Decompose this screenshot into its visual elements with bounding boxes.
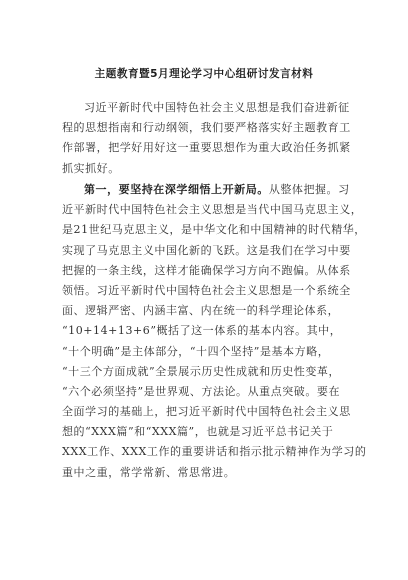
section-1-line-13: 想的“XXX篇”和“XXX篇”，也就是习近平总书记关于 — [62, 425, 334, 439]
section-1-line-14: XXX工作、XXX工作的重要讲话和指示批示精神作为学习的 — [62, 445, 367, 459]
section-1-line-5: 把握的一条主线，这样才能确保学习方向不跑偏。从体系 — [62, 263, 351, 277]
document-title: 主题教育暨5月理论学习中心组研讨发言材料 — [94, 68, 314, 80]
section-1-line-3: 是21世纪马克思主义，是中华文化和中国精神的时代精华， — [62, 223, 366, 237]
section-1-line-9: “十个明确”是主体部分，“十四个坚持”是基本方略， — [62, 344, 330, 358]
section-1-line-7: 面、逻辑严密、内涵丰富、内在统一的科学理论体系， — [62, 304, 340, 318]
section-1-line-15: 重中之重，常学常新、常思常进。 — [62, 465, 236, 479]
section-1-line-10: “十三个方面成就”全景展示历史性成就和历史性变革， — [62, 364, 340, 378]
intro-line-2: 程的思想指南和行动纲领，我们要严格落实好主题教育工 — [62, 121, 351, 135]
section-1-line-8: “10+14+13+6”概括了这一体系的基本内容。其中， — [62, 324, 342, 338]
section-1-first-line-rest: 从整体把握。习 — [268, 183, 350, 196]
intro-line-1: 习近平新时代中国特色社会主义思想是我们奋进新征 — [84, 101, 350, 114]
section-1-line-12: 全面学习的基础上，把习近平新时代中国特色社会主义思 — [62, 405, 351, 419]
section-1-line-4: 实现了马克思主义中国化新的飞跃。这是我们在学习中要 — [62, 243, 351, 257]
section-1-paragraph — [62, 180, 367, 483]
intro-paragraph — [62, 98, 354, 179]
intro-line-3: 作部署，把学好用好这一重要思想作为重大政治任务抓紧 — [62, 141, 351, 155]
section-1-heading: 第一，要坚持在深学细悟上开新局。 — [84, 183, 269, 196]
section-1-first-line — [62, 180, 354, 200]
section-1-line-11: “六个必须坚持”是世界观、方法论。从重点突破。要在 — [62, 384, 340, 398]
section-1-line-6: 领悟。习近平新时代中国特色社会主义思想是一个系统全 — [62, 283, 351, 297]
intro-line-4: 抓实抓好。 — [62, 161, 120, 175]
section-1-line-2: 近平新时代中国特色社会主义思想是当代中国马克思主义， — [62, 203, 363, 217]
